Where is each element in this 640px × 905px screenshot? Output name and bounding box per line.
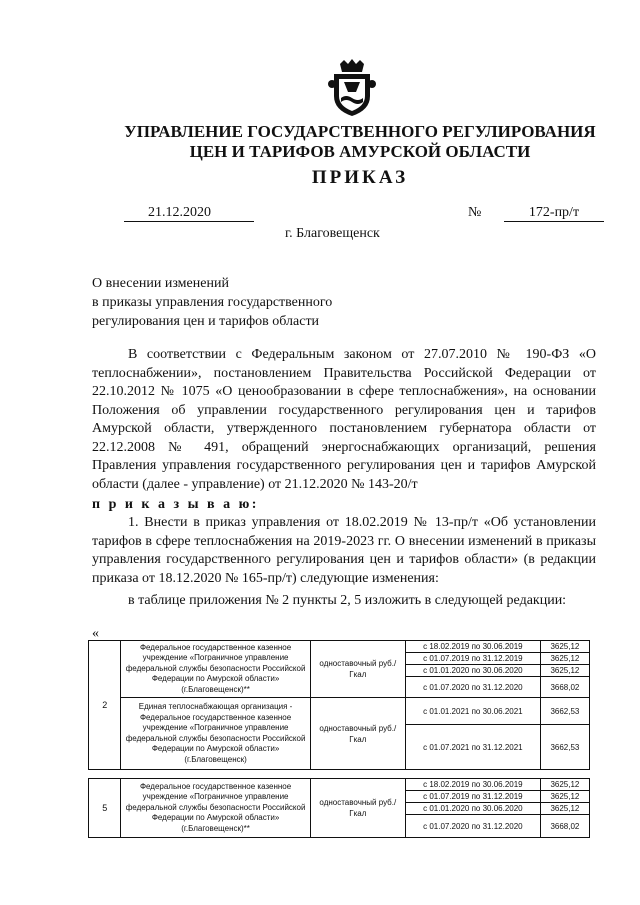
period-cell: с 01.01.2020 по 30.06.2020	[405, 803, 540, 815]
price-cell: 3662,53	[540, 725, 589, 770]
row-number: 2	[89, 641, 121, 770]
org-name-line2: ЦЕН И ТАРИФОВ АМУРСКОЙ ОБЛАСТИ	[189, 142, 531, 161]
tariff-unit-cell: одноставочный руб./Гкал	[310, 698, 405, 770]
tariff-unit-cell: одноставочный руб./Гкал	[310, 641, 405, 698]
amur-coat-of-arms-emblem	[326, 58, 378, 118]
organization-cell: Единая теплоснабжающая организация - Федеральное государственное казенное учреждение «Пограничное управление федеральной службы безопасности Российской Федерации по Амурской области» (г.Благовещенск)	[121, 698, 310, 770]
tariff-table-row2	[88, 640, 590, 770]
preamble-paragraph	[92, 346, 596, 494]
subject-line: в приказы управления государственного	[92, 295, 333, 310]
period-cell: с 18.02.2019 по 30.06.2019	[405, 779, 540, 791]
table-row	[89, 641, 590, 653]
opening-quote: «	[92, 626, 99, 641]
document-type-title: ПРИКАЗ	[311, 167, 409, 188]
tariff-table-row5	[88, 778, 590, 838]
organization-cell: Федеральное государственное казенное учреждение «Пограничное управление федеральной службы безопасности Российской Федерации по Амурской области» (г.Благовещенск)**	[121, 779, 310, 838]
period-cell: с 01.07.2019 по 31.12.2019	[405, 791, 540, 803]
period-cell: с 01.01.2021 по 30.06.2021	[405, 698, 540, 725]
price-cell: 3668,02	[540, 677, 589, 698]
price-cell: 3625,12	[540, 779, 589, 791]
order-number: 172-пр/т	[504, 205, 604, 222]
org-name-line1: УПРАВЛЕНИЕ ГОСУДАРСТВЕННОГО РЕГУЛИРОВАНИЯ	[124, 122, 596, 141]
price-cell: 3625,12	[540, 665, 589, 677]
price-cell: 3662,53	[540, 698, 589, 725]
period-cell: с 01.07.2020 по 31.12.2020	[405, 815, 540, 838]
table-row	[89, 779, 590, 791]
city: г. Благовещенск	[285, 226, 380, 241]
subject-line: регулирования цен и тарифов области	[92, 314, 320, 329]
period-cell: с 01.07.2021 по 31.12.2021	[405, 725, 540, 770]
price-cell: 3625,12	[540, 653, 589, 665]
table-row	[89, 698, 590, 725]
preamble-text: В соответствии с Федеральным законом от 27.07.2010 № 190-ФЗ «О теплоснабжении», постановлением Правительства Российской Федерации от 22.10.2012 № 1075 «О ценообразовании в сфере теплоснабжения», на основании Положения об управлении государственного регулирования цен и тарифов Амурской области, утвержденного постановлением губернатора области от 22.12.2008 № 491, обращений энергоснабжающих организаций, решения Правления управления государственного регулирования цен и тарифов Амурской области (далее - управление) от 21.12.2020 № 143-20/т	[92, 347, 596, 492]
price-cell: 3625,12	[540, 791, 589, 803]
order-date: 21.12.2020	[124, 205, 254, 222]
item1-paragraph: 1. Внести в приказ управления от 18.02.2019 № 13-пр/т «Об установлении тарифов в сфере теплоснабжения на 2019-2023 гг. О внесении изменений в приказы управления государственного регулирования цен и тарифов области» (в редакции приказа от 18.12.2020 № 165-пр/т) следующие изменения:	[92, 515, 596, 586]
number-sign: №	[468, 205, 482, 220]
organization-cell: Федеральное государственное казенное учреждение «Пограничное управление федеральной службы безопасности Российской Федерации по Амурской области» (г.Благовещенск)**	[121, 641, 310, 698]
period-cell: с 18.02.2019 по 30.06.2019	[405, 641, 540, 653]
item1-sub-paragraph: в таблице приложения № 2 пункты 2, 5 изложить в следующей редакции:	[128, 593, 567, 608]
period-cell: с 01.01.2020 по 30.06.2020	[405, 665, 540, 677]
price-cell: 3625,12	[540, 803, 589, 815]
subject-line: О внесении изменений	[92, 276, 229, 291]
tariff-unit-cell: одноставочный руб./Гкал	[310, 779, 405, 838]
row-number: 5	[89, 779, 121, 838]
period-cell: с 01.07.2020 по 31.12.2020	[405, 677, 540, 698]
price-cell: 3625,12	[540, 641, 589, 653]
order-subject	[92, 274, 332, 331]
price-cell: 3668,02	[540, 815, 589, 838]
command-word: п р и к а з ы в а ю:	[92, 497, 259, 512]
period-cell: с 01.07.2019 по 31.12.2019	[405, 653, 540, 665]
